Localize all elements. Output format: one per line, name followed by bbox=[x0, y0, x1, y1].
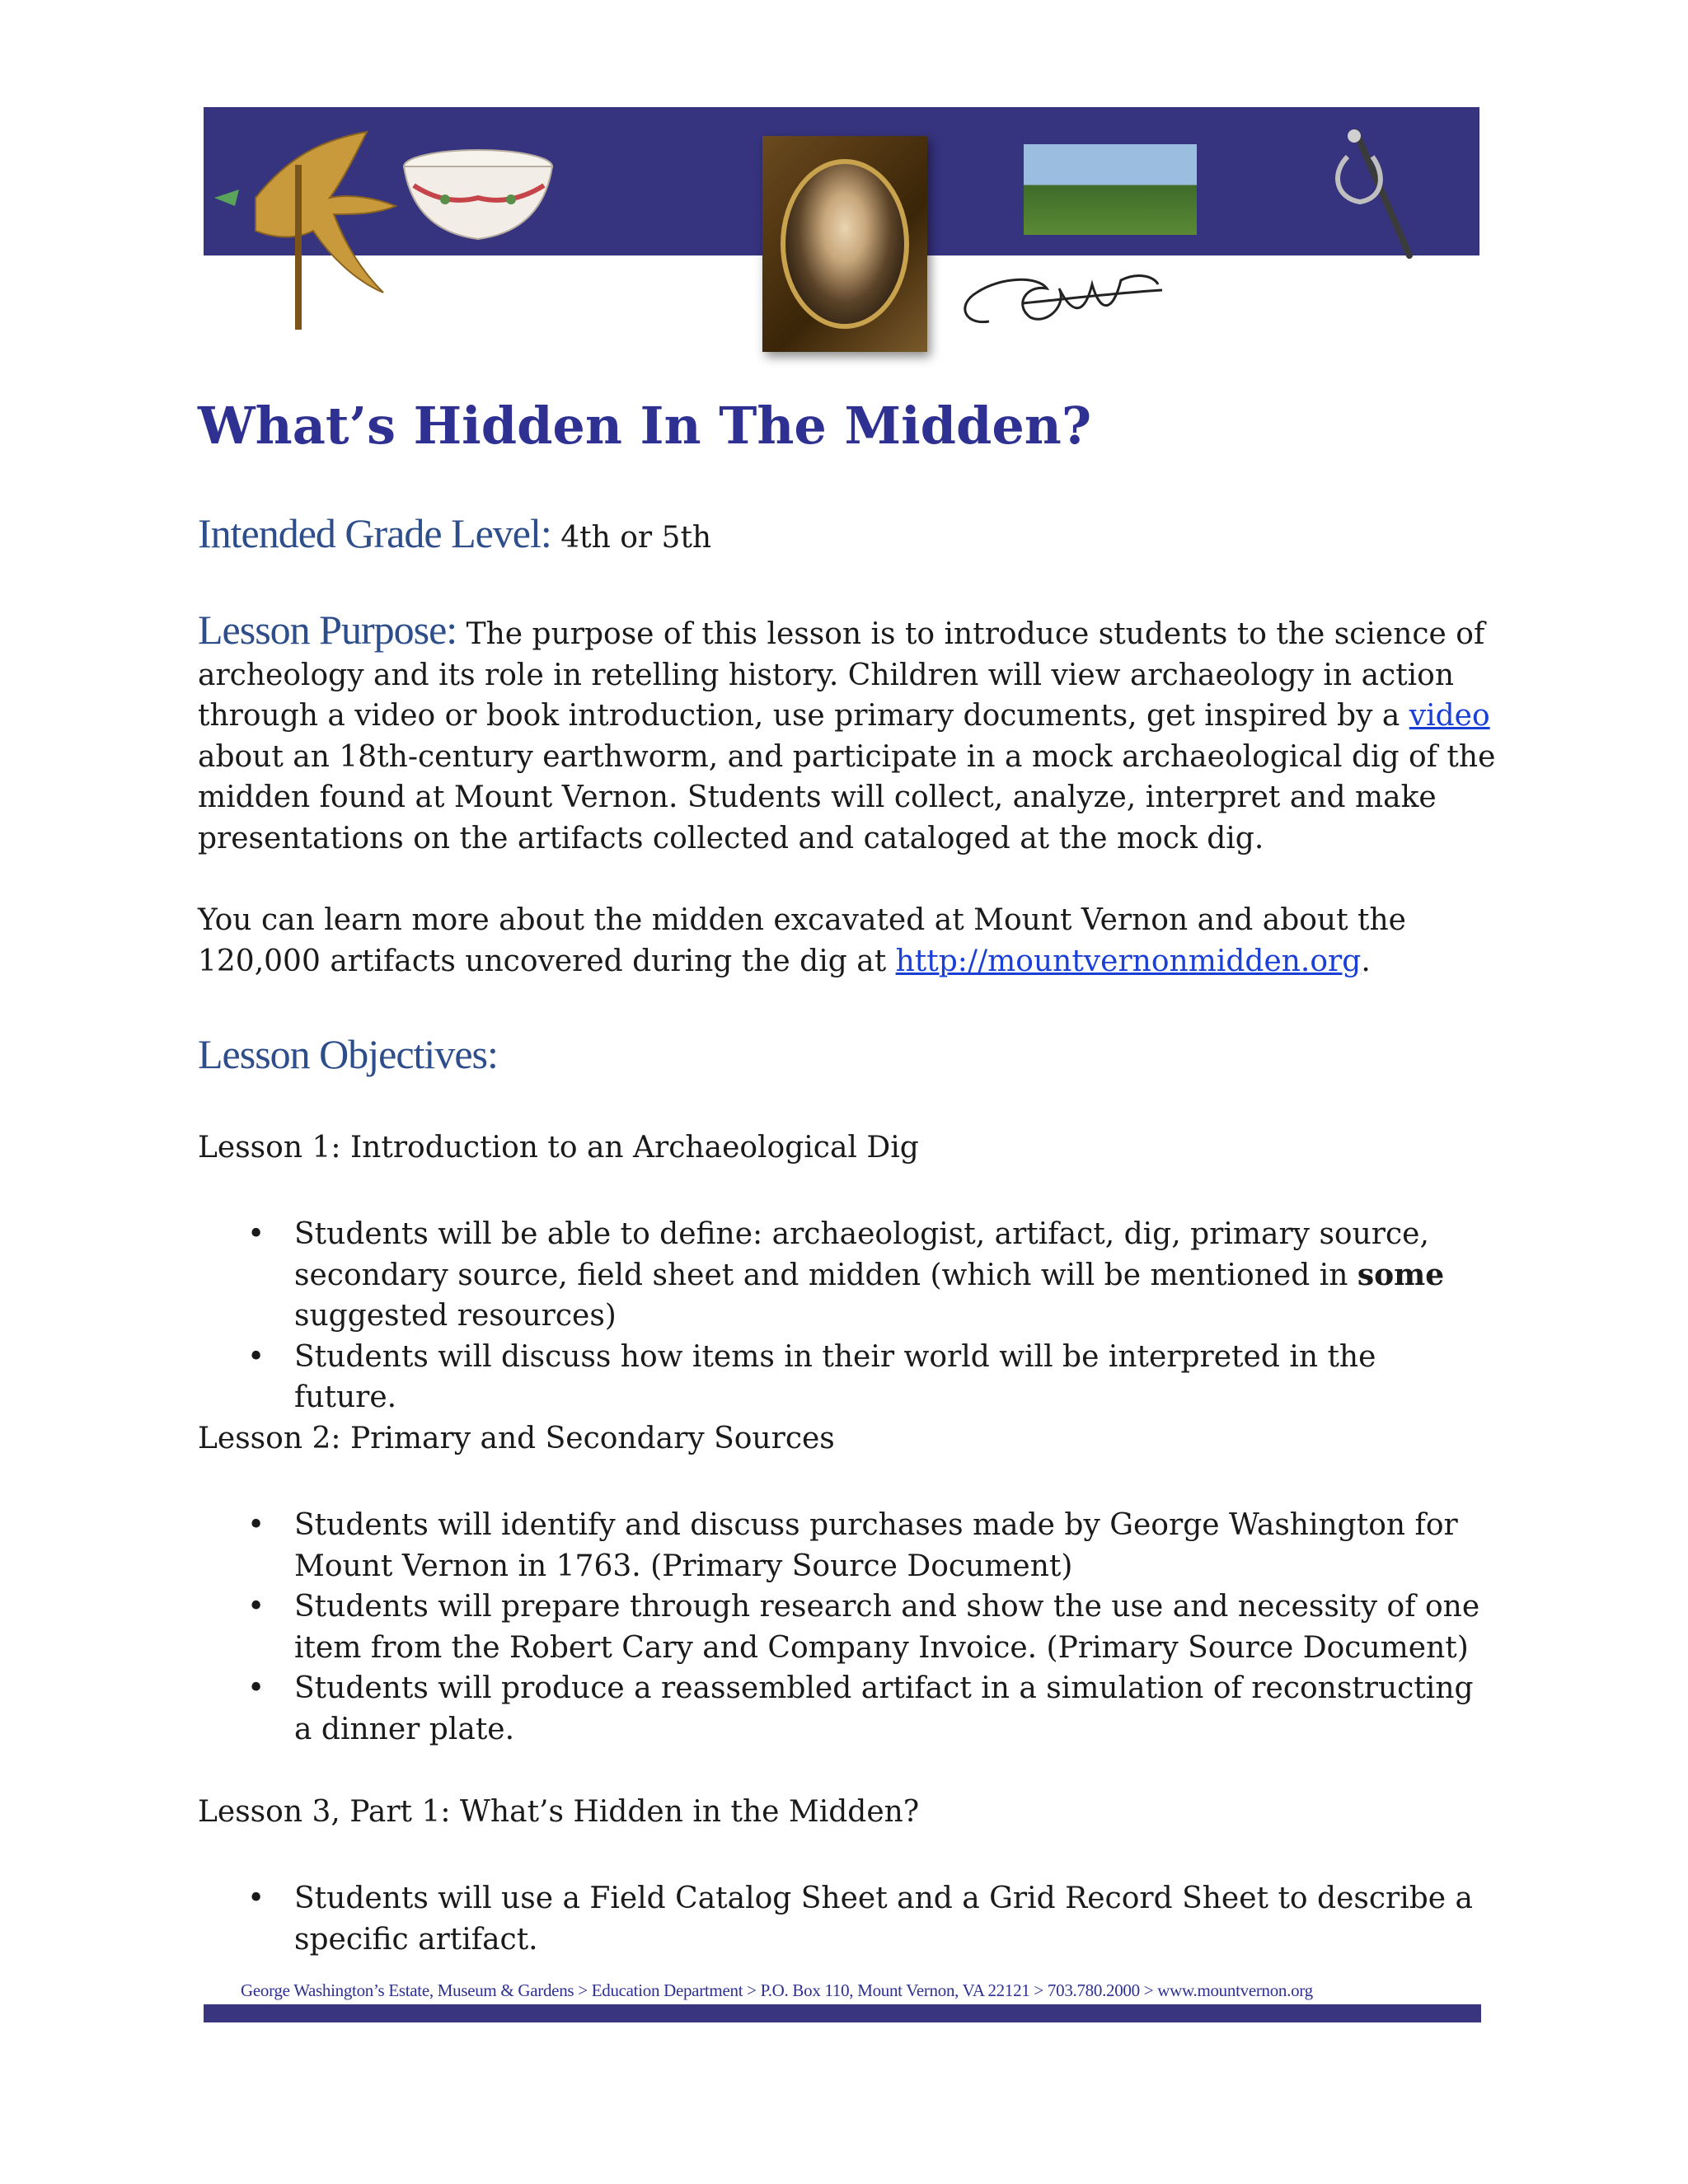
midden-website-link[interactable]: http://mountvernonmidden.org bbox=[895, 944, 1362, 978]
lesson-purpose-label: Lesson Purpose: bbox=[198, 607, 457, 653]
sword-icon bbox=[1338, 129, 1409, 255]
lesson-purpose-text-2: about an 18th-century earthworm, and participate in a mock archaeological dig of the midden found at Mount Vernon. Students will collect, analyze, interpret and make presentations on the artifacts collected and cataloged at the mock dig. bbox=[198, 739, 1496, 855]
video-link[interactable]: video bbox=[1409, 699, 1490, 733]
learn-more-end: . bbox=[1361, 944, 1371, 978]
lesson-objectives-heading: Lesson Objectives: bbox=[198, 1031, 498, 1077]
lesson2-bullet1-text: Students will identify and discuss purchases made by George Washington for Mount Vernon in 1763. (Primary Source Document) bbox=[294, 1508, 1458, 1583]
lesson2-objectives bbox=[198, 1505, 1484, 1750]
footer-address: George Washington’s Estate, Museum & Gardens > Education Department > P.O. Box 110, Mount Vernon, VA 22121 > 703.780.2000 > www.mountvernon.org bbox=[241, 1980, 1313, 2000]
mansion-photo bbox=[1024, 144, 1197, 235]
grade-level-label: Intended Grade Level: bbox=[198, 510, 551, 556]
porcelain-bowl-icon bbox=[404, 150, 552, 239]
washington-portrait bbox=[762, 136, 927, 352]
lesson-purpose-text-1: The purpose of this lesson is to introduce students to the science of archeology and its role in retelling history. Children will view archaeology in action through a video or book introduction, use primary documents, get inspired by a bbox=[198, 617, 1485, 733]
lesson3-heading: Lesson 3, Part 1: What’s Hidden in the Midden? bbox=[198, 1795, 920, 1829]
learn-more-text: You can learn more about the midden excavated at Mount Vernon and about the 120,000 artifacts uncovered during the dig at bbox=[198, 903, 1406, 978]
list-item bbox=[198, 1505, 1484, 1586]
list-item bbox=[198, 1586, 1484, 1668]
list-item bbox=[198, 1214, 1484, 1337]
lesson3-bullet1-text: Students will use a Field Catalog Sheet and a Grid Record Sheet to describe a specific artifact. bbox=[294, 1882, 1473, 1957]
grade-level-value: 4th or 5th bbox=[551, 521, 712, 555]
list-item bbox=[198, 1668, 1484, 1750]
lesson2-bullet2-text: Students will prepare through research and show the use and necessity of one item from the Robert Cary and Company Invoice. (Primary Source Document) bbox=[294, 1590, 1480, 1665]
lesson1-bullet1-text: Students will be able to define: archaeologist, artifact, dig, primary source, secondary source, field sheet and midden (which will be mentioned in bbox=[294, 1217, 1429, 1292]
grade-level bbox=[198, 509, 711, 557]
lesson1-bullet2-text: Students will discuss how items in their world will be interpreted in the future. bbox=[294, 1339, 1376, 1414]
footer-bar bbox=[204, 2004, 1481, 2022]
lesson2-heading: Lesson 2: Primary and Secondary Sources bbox=[198, 1422, 835, 1455]
learn-more-paragraph bbox=[198, 900, 1500, 982]
lesson2-bullet3-text: Students will produce a reassembled artifact in a simulation of reconstructing a dinner plate. bbox=[294, 1671, 1474, 1746]
lesson1-heading: Lesson 1: Introduction to an Archaeological Dig bbox=[198, 1131, 919, 1165]
lesson1-objectives bbox=[198, 1214, 1484, 1418]
lesson-purpose bbox=[198, 607, 1500, 859]
gw-signature bbox=[965, 276, 1162, 322]
weathervane-dove-icon bbox=[214, 132, 396, 330]
lesson1-bullet1-bold: some bbox=[1357, 1257, 1445, 1292]
lesson1-bullet1-end: suggested resources) bbox=[294, 1299, 617, 1333]
list-item bbox=[198, 1878, 1484, 1960]
list-item bbox=[198, 1337, 1484, 1418]
page-title: What’s Hidden In The Midden? bbox=[198, 396, 1092, 456]
lesson3-objectives bbox=[198, 1878, 1484, 1960]
